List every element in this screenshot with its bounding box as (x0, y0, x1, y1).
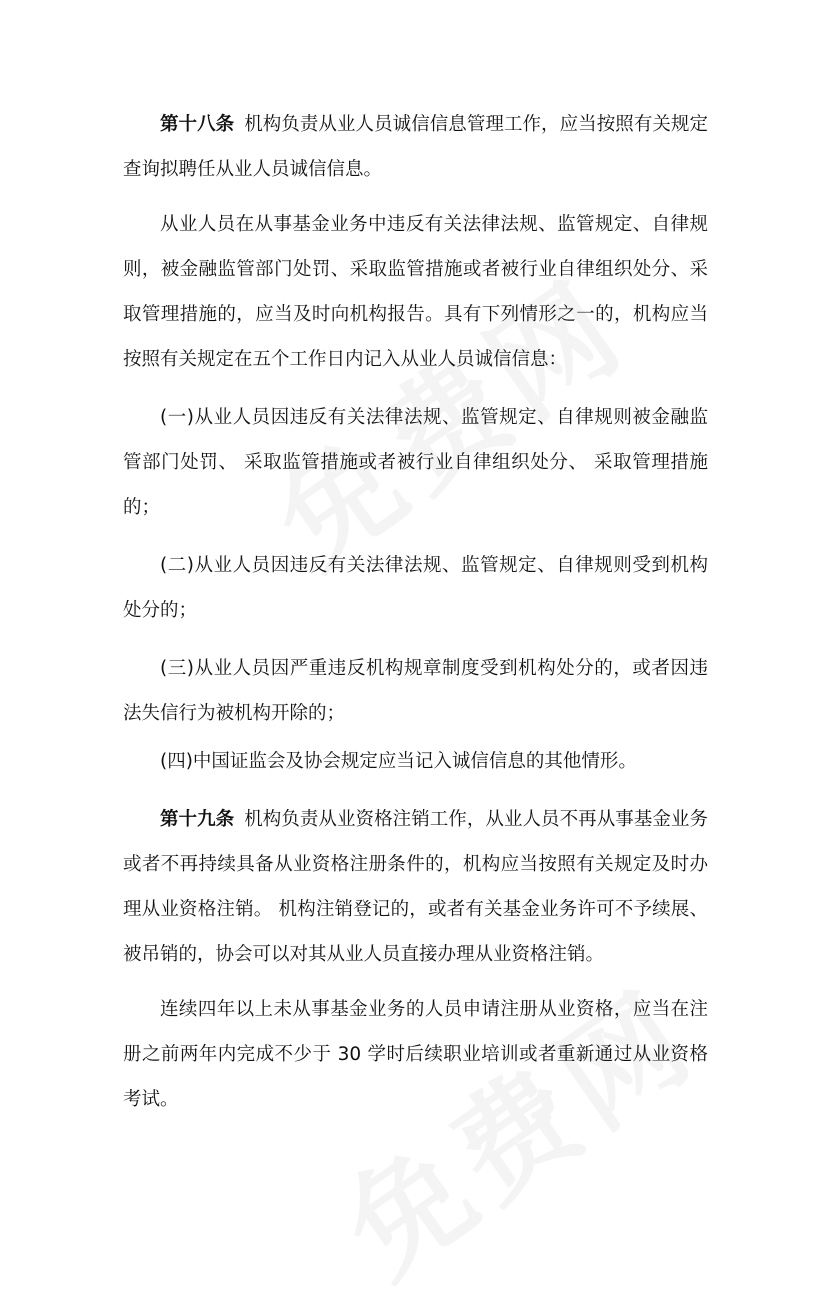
list-item: (二)从业人员因违反有关法律法规、监管规定、自律规则受到机构处分的； (123, 555, 708, 621)
article-18-paragraph-2: 从业人员在从事基金业务中违反有关法律法规、监管规定、自律规则，被金融监管部门处罚、采取监管措施或者被行业自律组织处分、采取管理措施的，应当及时向机构报告。具有下列情形之一的，机构应当按照有关规定在五个工作日内记入从业人员诚信信息： (123, 214, 708, 370)
article-19-paragraph-2: 连续四年以上未从事基金业务的人员申请注册从业资格，应当在注册之前两年内完成不少于 30 学时后续职业培训或者重新通过从业资格考试。 (123, 999, 708, 1110)
paragraph-text: 机构负责从业资格注销工作，从业人员不再从事基金业务或者不再持续具备从业资格注册条件的，机构应当按照有关规定及时办理从业资格注销。 机构注销登记的，或者有关基金业务许可不予续展、被吊销的，协会可以对其从业人员直接办理从业资格注销。 (123, 809, 708, 965)
document-body (123, 102, 708, 1122)
list-item: (四)中国证监会及协会规定应当记入诚信信息的其他情形。 (160, 751, 637, 772)
article-number: 第十九条 (160, 809, 235, 830)
paragraph-text: 机构负责从业人员诚信信息管理工作，应当按照有关规定查询拟聘任从业人员诚信信息。 (123, 114, 708, 180)
list-item: (一)从业人员因违反有关法律法规、监管规定、自律规则被金融监管部门处罚、 采取监管措施或者被行业自律组织处分、 采取管理措施的； (123, 407, 708, 518)
article-18-paragraph-1 (123, 102, 708, 192)
article-19-paragraph-1 (123, 797, 708, 977)
list-item: (三)从业人员因严重违反机构规章制度受到机构处分的，或者因违法失信行为被机构开除的； (123, 658, 708, 724)
article-number: 第十八条 (160, 114, 235, 135)
